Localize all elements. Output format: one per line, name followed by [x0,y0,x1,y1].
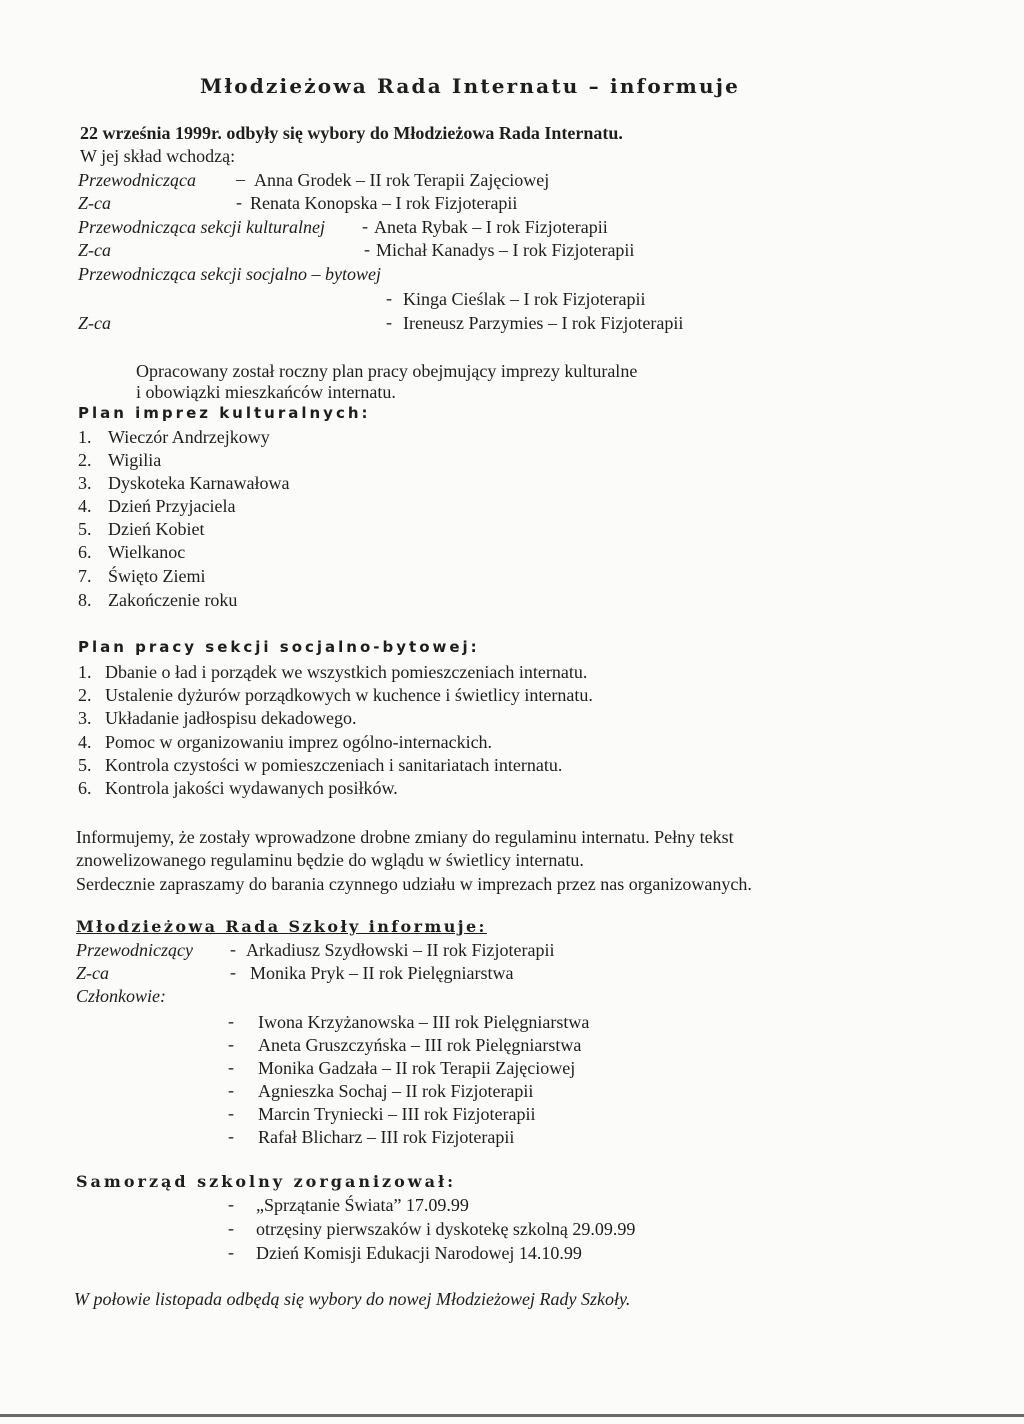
council-person: Kinga Cieślak – I rok Fizjoterapii [403,289,646,309]
dash: - [230,939,236,959]
council-person: Aneta Rybak – I rok Fizjoterapii [374,217,608,237]
info-line-1: Informujemy, że zostały wprowadzone drobne zmiany do regulaminu internatu. Pełny tekst [76,827,734,847]
dash: - [230,962,236,982]
social-item: Ustalenie dyżurów porządkowych w kuchence i świetlicy internatu. [105,685,593,705]
cultural-item: Święto Ziemi [108,566,206,586]
document-title: Młodzieżowa Rada Internatu – informuje [200,74,741,98]
dash: - [228,1034,234,1054]
cultural-item: Wieczór Andrzejkowy [108,427,270,447]
dash: - [228,1194,234,1214]
social-item: Układanie jadłospisu dekadowego. [105,708,357,728]
dash: - [364,239,370,259]
dash: - [386,288,392,308]
council-role: Przewodnicząca sekcji kulturalnej [78,217,325,237]
list-number: 5. [78,755,92,775]
list-number: 3. [78,708,92,728]
list-number: 7. [78,566,92,586]
list-number: 1. [78,662,92,682]
council-role: Przewodnicząca sekcji socjalno – bytowej [78,264,381,284]
member-person: Monika Gadzała – II rok Terapii Zajęciowej [258,1058,576,1078]
events-heading: Samorząd szkolny zorganizował: [76,1172,457,1191]
social-item: Kontrola czystości w pomieszczeniach i sanitariatach internatu. [105,755,563,775]
council-role: Z-ca [78,193,111,213]
list-number: 8. [78,590,92,610]
school-role: Przewodniczący [76,940,193,960]
council-person: Ireneusz Parzymies – I rok Fizjoterapii [403,313,684,333]
member-person: Agnieszka Sochaj – II rok Fizjoterapii [258,1081,534,1101]
dash: - [228,1218,234,1238]
social-item: Dbanie o ład i porządek we wszystkich pomieszczeniach internatu. [105,662,588,682]
dash: - [228,1126,234,1146]
cultural-heading: Plan imprez kulturalnych: [78,404,371,422]
social-item: Pomoc w organizowaniu imprez ogólno-internackich. [105,732,493,752]
council-role: Z-ca [78,313,111,333]
members-label: Członkowie: [76,986,166,1006]
list-number: 4. [78,732,92,752]
school-heading: Młodzieżowa Rada Szkoły informuje: [76,917,487,936]
scan-edge-line [0,1414,1024,1417]
council-person: Anna Grodek – II rok Terapii Zajęciowej [254,170,550,190]
dash: - [228,1057,234,1077]
council-role: Z-ca [78,240,111,260]
council-person: Renata Konopska – I rok Fizjoterapii [250,193,518,213]
list-number: 4. [78,496,92,516]
school-person: Monika Pryk – II rok Pielęgniarstwa [250,963,514,983]
dash: - [228,1080,234,1100]
list-number: 6. [78,542,92,562]
list-number: 3. [78,473,92,493]
event-item: „Sprzątanie Świata” 17.09.99 [256,1195,469,1215]
cultural-item: Dzień Kobiet [108,519,205,539]
school-person: Arkadiusz Szydłowski – II rok Fizjoterapii [246,940,555,960]
intro-line-2: W jej skład wchodzą: [80,146,236,166]
cultural-item: Zakończenie roku [108,590,238,610]
member-person: Rafał Blicharz – III rok Fizjoterapii [258,1127,515,1147]
dash: – [236,169,245,189]
list-number: 2. [78,685,92,705]
member-person: Aneta Gruszczyńska – III rok Pielęgniarstwa [258,1035,582,1055]
dash: - [386,312,392,332]
social-heading: Plan pracy sekcji socjalno-bytowej: [78,638,480,656]
council-role: Przewodnicząca [78,170,196,190]
cultural-item: Wielkanoc [108,542,186,562]
event-item: Dzień Komisji Edukacji Narodowej 14.10.99 [256,1243,582,1263]
footer-note: W połowie listopada odbędą się wybory do nowej Młodzieżowej Rady Szkoły. [74,1289,631,1309]
social-item: Kontrola jakości wydawanych posiłków. [105,778,398,798]
info-line-2: znowelizowanego regulaminu będzie do wglądu w świetlicy internatu. [76,850,584,870]
cultural-item: Wigilia [108,450,162,470]
dash: - [236,192,242,212]
member-person: Marcin Tryniecki – III rok Fizjoterapii [258,1104,536,1124]
dash: - [228,1242,234,1262]
dash: - [362,216,368,236]
plan-text-line-2: i obowiązki mieszkańców internatu. [136,382,396,402]
cultural-item: Dyskoteka Karnawałowa [108,473,290,493]
council-person: Michał Kanadys – I rok Fizjoterapii [376,240,635,260]
list-number: 2. [78,450,92,470]
dash: - [228,1103,234,1123]
list-number: 5. [78,519,92,539]
list-number: 6. [78,778,92,798]
school-role: Z-ca [76,963,109,983]
plan-text-line-1: Opracowany został roczny plan pracy obejmujący imprezy kulturalne [136,361,638,381]
member-person: Iwona Krzyżanowska – III rok Pielęgniarstwa [258,1012,590,1032]
dash: - [228,1011,234,1031]
info-line-3: Serdecznie zapraszamy do barania czynnego udziału w imprezach przez nas organizowanych. [76,874,752,894]
list-number: 1. [78,427,92,447]
event-item: otrzęsiny pierwszaków i dyskotekę szkolną 29.09.99 [256,1219,636,1239]
intro-line-1: 22 września 1999r. odbyły się wybory do Młodzieżowa Rada Internatu. [80,123,623,143]
cultural-item: Dzień Przyjaciela [108,496,236,516]
